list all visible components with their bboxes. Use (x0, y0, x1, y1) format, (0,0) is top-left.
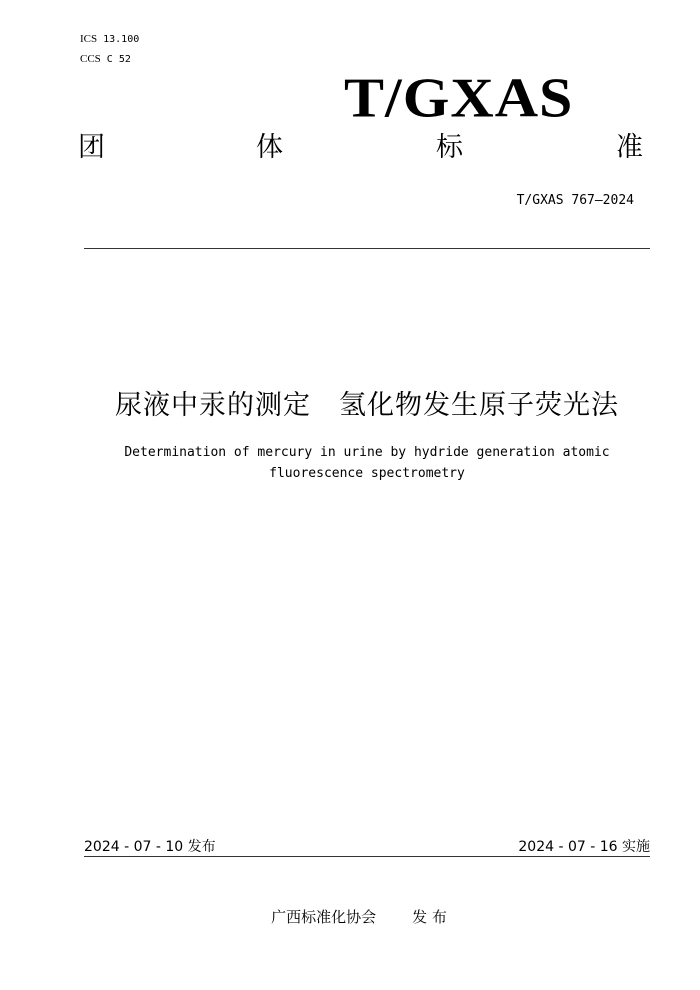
issuer-line (0, 906, 700, 927)
implement-date: 2024 - 07 - 16 实施 (518, 839, 650, 855)
title-chinese (0, 383, 700, 422)
header-divider (84, 248, 650, 249)
ccs-line (80, 54, 131, 65)
ccs-code: C 52 (106, 54, 131, 65)
title-english-line2: fluorescence spectrometry (269, 466, 465, 481)
standard-number: T/GXAS 767—2024 (516, 193, 634, 208)
standard-type-char-3: 标 (436, 132, 463, 163)
standard-type-char-4: 准 (616, 132, 643, 163)
title-english (0, 442, 700, 484)
ccs-label: CCS (80, 53, 101, 65)
org-code: T/GXAS (344, 67, 574, 129)
ics-line (80, 34, 139, 45)
issuer-name: 广西标准化协会 (271, 908, 377, 926)
title-chinese-part2: 氢化物发生原子荧光法 (339, 390, 619, 421)
issue-date: 2024 - 07 - 10 发布 (84, 839, 216, 855)
footer-divider (84, 856, 650, 857)
title-english-line1: Determination of mercury in urine by hydride generation atomic (124, 445, 610, 460)
issuer-action: 发 布 (412, 908, 447, 926)
standard-type-char-2: 体 (256, 132, 283, 163)
ics-code: 13.100 (103, 34, 140, 45)
ics-label: ICS (80, 33, 98, 45)
title-chinese-part1: 尿液中汞的测定 (115, 390, 311, 421)
standard-type-char-1: 团 (78, 132, 105, 163)
